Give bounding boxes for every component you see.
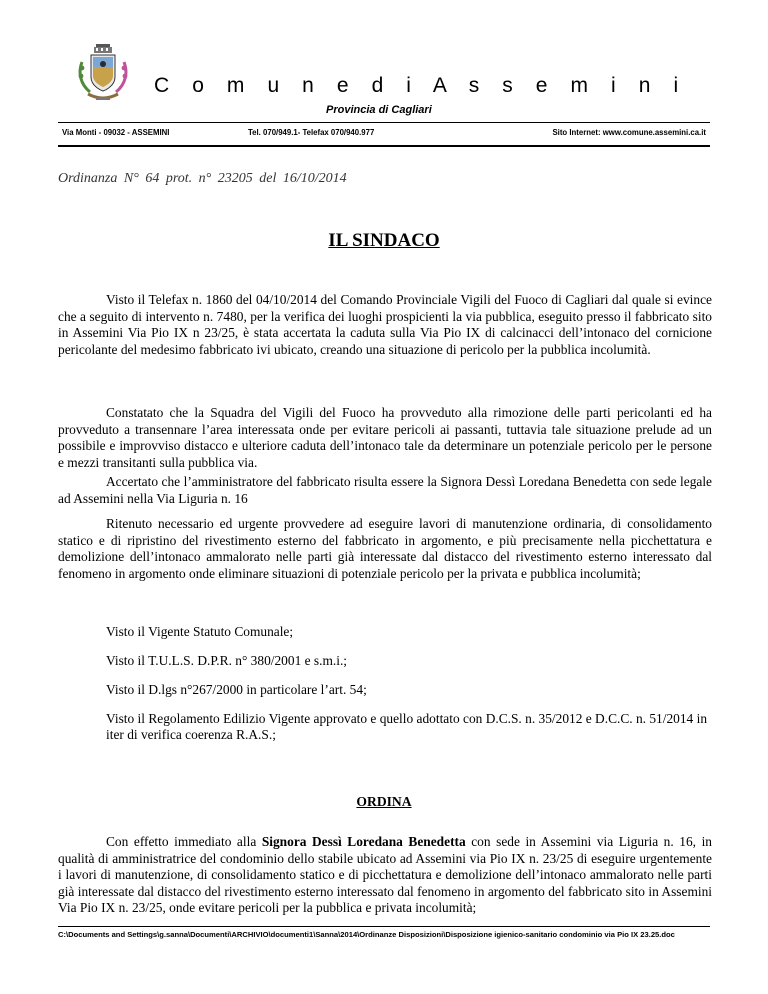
ordina-heading: ORDINA [356,794,412,809]
visto-dlgs: Visto il D.lgs n°267/2000 in particolare l’art. 54; [106,682,367,697]
phone-text: Tel. 070/949.1- Telefax 070/940.977 [248,128,375,137]
footer-file-path: C:\Documents and Settings\g.sanna\Documenti\ARCHIVIO\documenti1\Sanna\2014\Ordinanze Disposizioni\Disposizione igienico-sanitario condominio via Pio IX 23.25.doc [58,926,710,941]
document-heading: IL SINDACO [328,230,440,251]
paragraph-constatato: Constatato che la Squadra del Vigili del Fuoco ha provveduto alla rimozione delle parti pericolanti ed ha provveduto a transennare l’area interessata onde per evitare pericoli ai passanti, tuttavia tale situazione prelude ad un possibile e improvviso distacco e ulteriore caduta dell’intonaco tale da determinare un potenziale pericolo per le persone e mezzi transitanti sulla pubblica via. [58,405,712,470]
municipality-name: C o m u n e d i A s s e m i n i [154,74,687,97]
paragraph-accertato: Accertato che l’amministratore del fabbricato risulta essere la Signora Dessì Loredana Benedetta con sede legale ad Assemini nella Via Liguria n. 16 [58,474,712,506]
ordina-recipient: Signora Dessì Loredana Benedetta [261,834,466,849]
ordina-body: con sede in Assemini via Liguria n. 16, in qualità di amministratrice del condominio dello stabile ubicato ad Assemini via Pio IX n. 23/25 di eseguire urgentemente i lavori di manutenzione, di consolidamento statico e di picchettatura e demolizione dell’intonaco ammalorato nelle parti già interessate dal distacco del rivestimento esterno interessato dal fenomeno in argomento del fabbricato sito in Assemini Via Pio IX n. 23/25, onde evitare pericoli per la pubblica e privata incolumità; [58,834,712,916]
ordinance-reference: Ordinanza N° 64 prot. n° 23205 del 16/10/2014 [58,171,347,186]
paragraph-ritenuto: Ritenuto necessario ed urgente provvedere ad eseguire lavori di manutenzione ordinaria, di consolidamento statico e di ripristino del rivestimento esterno del fabbricato in argomento, e più precisamente nella picchettatura e demolizione dell’intonaco ammalorato nelle parti già interessate dal distacco del rivestimento esterno interessato dal fenomeno in argomento onde eliminare situazioni di potenziale pericolo per la privata e pubblica incolumità; [58,516,712,581]
contact-bar [58,122,710,147]
address-text: Via Monti - 09032 - ASSEMINI [62,128,170,137]
ordina-lead: Con effetto immediato alla [106,834,262,849]
paragraph-telefax: Visto il Telefax n. 1860 del 04/10/2014 del Comando Provinciale Vigili del Fuoco di Cagliari dal quale si evince che a seguito di intervento n. 7480, per la verifica dei luoghi prospicienti la via pubblica, eseguito presso il fabbricato sito in Assemini Via Pio IX n 23/25, è stata accertata la caduta sulla Via Pio IX di calcinacci dell’intonaco del cornicione pericolante del medesimo fabbricato ivi ubicato, creando una situazione di pericolo per la pubblica incolumità. [58,292,712,357]
website-text: Sito Internet: www.comune.assemini.ca.it [552,128,706,137]
municipal-crest-icon [74,42,132,104]
visto-regolamento: Visto il Regolamento Edilizio Vigente approvato e quello adottato con D.C.S. n. 35/2012 e D.C.C. n. 51/2014 in iter di verifica coerenza R.A.S.; [106,711,708,743]
paragraph-ordina [58,834,712,917]
visto-statuto: Visto il Vigente Statuto Comunale; [106,624,294,639]
province-name: Provincia di Cagliari [326,104,432,116]
visto-tuls: Visto il T.U.L.S. D.P.R. n° 380/2001 e s.m.i.; [106,653,348,668]
